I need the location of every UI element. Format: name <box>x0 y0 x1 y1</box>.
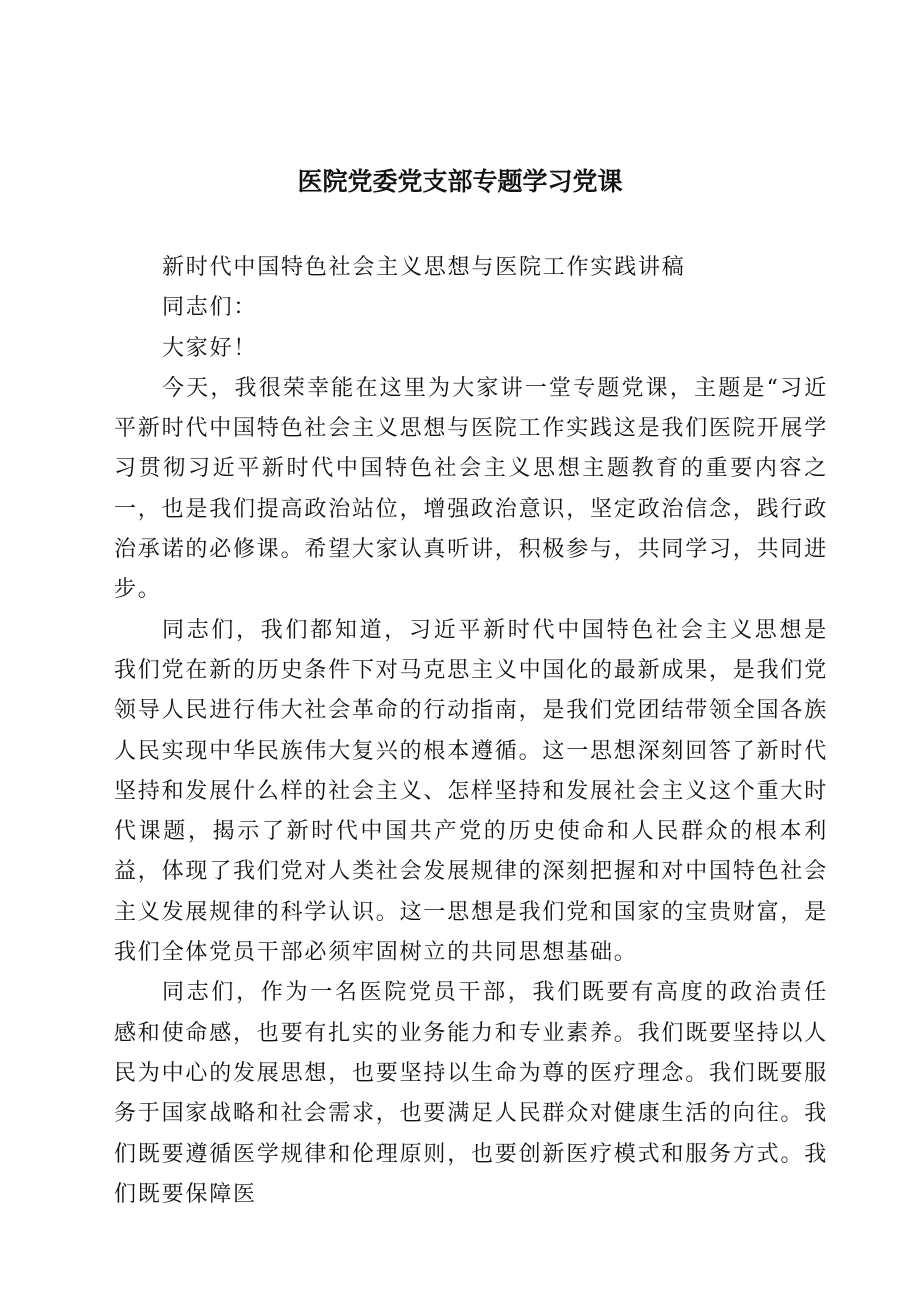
paragraph-1: 今天，我很荣幸能在这里为大家讲一堂专题党课，主题是“习近平新时代中国特色社会主义思想与医院工作实践这是我们医院开展学习贯彻习近平新时代中国特色社会主义思想主题教育的重要内容之一，也是我们提高政治站位，增强政治意识，坚定政治信念，践行政治承诺的必修课。希望大家认真听讲，积极参与，共同学习，共同进步。 <box>114 375 829 603</box>
greeting: 大家好！ <box>162 335 258 361</box>
document-title: 医院党委党支部专题学习党课 <box>297 167 623 196</box>
document-subtitle: 新时代中国特色社会主义思想与医院工作实践讲稿 <box>162 255 686 280</box>
salutation: 同志们： <box>162 295 258 321</box>
document-body <box>114 248 828 1215</box>
paragraph-2: 同志们，我们都知道，习近平新时代中国特色社会主义思想是我们党在新的历史条件下对马克思主义中国化的最新成果，是我们党领导人民进行伟大社会革命的行动指南，是我们党团结带领全国各族人民实现中华民族伟大复兴的根本遵循。这一思想深刻回答了新时代坚持和发展什么样的社会主义、怎样坚持和发展社会主义这个重大时代课题，揭示了新时代中国共产党的历史使命和人民群众的根本利益，体现了我们党对人类社会发展规律的深刻把握和对中国特色社会主义发展规律的科学认识。这一思想是我们党和国家的宝贵财富，是我们全体党员干部必须牢固树立的共同思想基础。 <box>114 617 829 966</box>
paragraph-3: 同志们，作为一名医院党员干部，我们既要有高度的政治责任感和使命感，也要有扎实的业务能力和专业素养。我们既要坚持以人民为中心的发展思想，也要坚持以生命为尊的医疗理念。我们既要服务于国家战略和社会需求，也要满足人民群众对健康生活的向往。我们既要遵循医学规律和伦理原则，也要创新医疗模式和服务方式。我们既要保障医 <box>114 980 829 1207</box>
